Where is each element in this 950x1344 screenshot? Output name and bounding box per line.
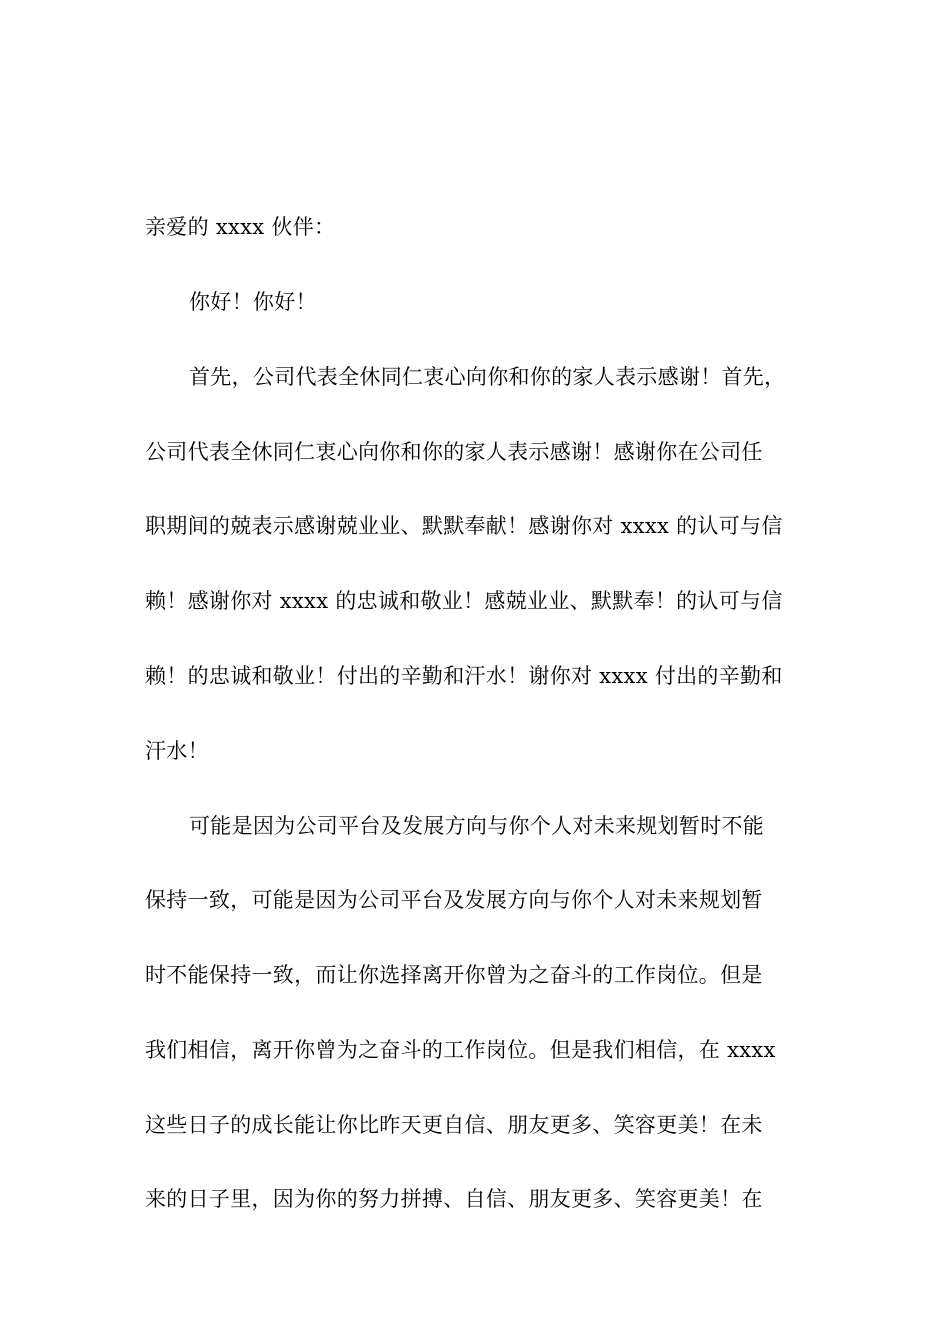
paragraph1-line: 公司代表全休同仁衷心向你和你的家人表示感谢！感谢你在公司任 [145, 440, 763, 464]
salutation: 亲爱的 xxxx 伙伴： [145, 215, 336, 239]
paragraph2-line: 保持一致，可能是因为公司平台及发展方向与你个人对未来规划暂 [145, 888, 763, 912]
paragraph2-line: 我们相信，离开你曾为之奋斗的工作岗位。但是我们相信，在 xxxx [145, 1038, 776, 1062]
paragraph1-line: 首先，公司代表全休同仁衷心向你和你的家人表示感谢！首先， [189, 365, 786, 389]
paragraph2-line: 可能是因为公司平台及发展方向与你个人对未来规划暂时不能 [189, 814, 765, 838]
paragraph2-line: 这些日子的成长能让你比昨天更自信、朋友更多、笑容更美！在未 [145, 1113, 763, 1137]
paragraph1-line: 赖！的忠诚和敬业！付出的辛勤和汗水！谢你对 xxxx 付出的辛勤和 [145, 664, 783, 688]
paragraph1-line: 汗水！ [145, 739, 209, 763]
paragraph1-line: 赖！感谢你对 xxxx 的忠诚和敬业！感兢业业、默默奉！的认可与信 [145, 589, 783, 613]
greeting: 你好！你好！ [189, 290, 317, 314]
paragraph2-line: 时不能保持一致，而让你选择离开你曾为之奋斗的工作岗位。但是 [145, 963, 763, 987]
paragraph2-line: 来的日子里，因为你的努力拼搏、自信、朋友更多、笑容更美！在 [145, 1187, 763, 1211]
paragraph1-line: 职期间的兢表示感谢兢业业、默默奉献！感谢你对 xxxx 的认可与信 [145, 514, 783, 538]
